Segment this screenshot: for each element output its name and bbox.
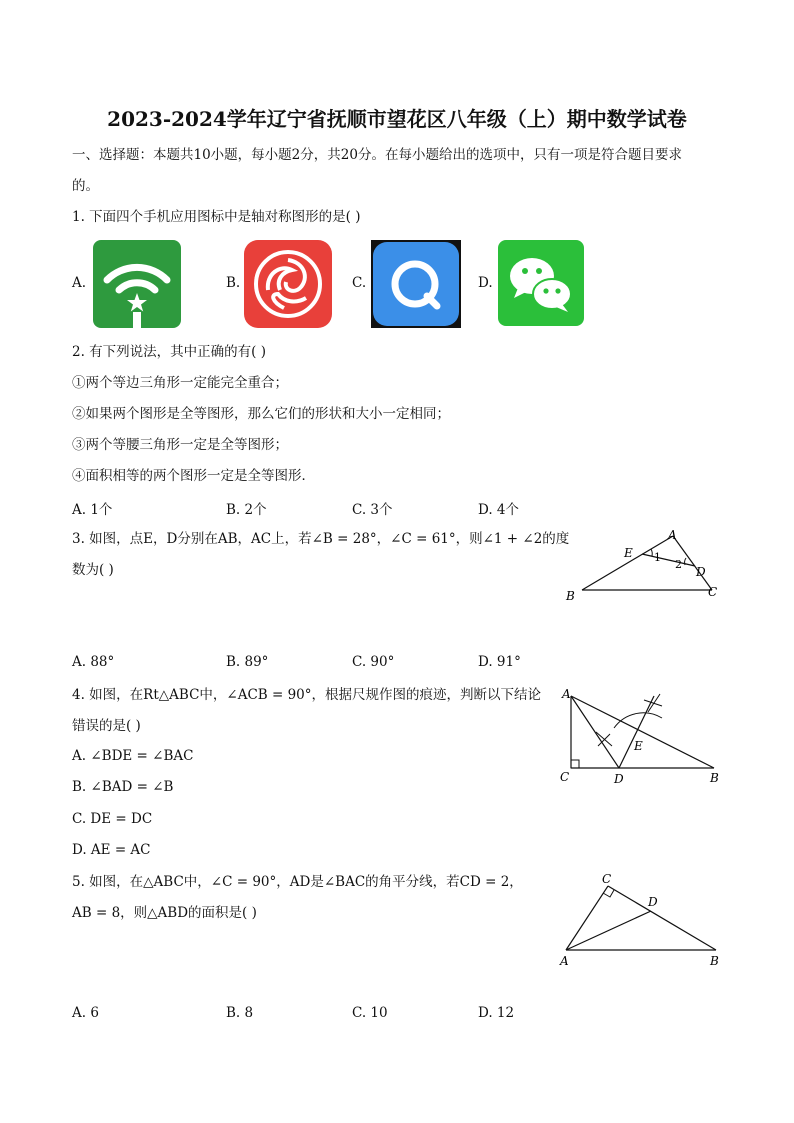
q4-label-D: D bbox=[614, 772, 624, 786]
q3-label-E: E bbox=[624, 546, 633, 560]
q5-label-C: C bbox=[602, 872, 612, 886]
q2-statement-1: ①两个等边三角形一定能完全重合； bbox=[72, 375, 288, 391]
q3-triangle-figure bbox=[560, 528, 730, 606]
q3-angle-2: 2 bbox=[675, 558, 682, 571]
wechat-icon bbox=[498, 240, 584, 326]
q5-triangle-figure bbox=[556, 870, 726, 970]
q2-option-a: A. 1个 bbox=[72, 502, 113, 518]
q5-option-c: C. 10 bbox=[352, 1005, 388, 1021]
q3-angle-1: 1 bbox=[654, 551, 661, 564]
q3-label-A: A bbox=[668, 528, 677, 542]
q4-stem-line2: 错误的是( ) bbox=[72, 718, 141, 734]
phoenix-icon bbox=[244, 240, 332, 328]
search-q-icon bbox=[371, 240, 461, 328]
q2-statement-3: ③两个等腰三角形一定是全等图形； bbox=[72, 437, 288, 453]
q5-stem-line2: AB = 8，则△ABD的面积是( ) bbox=[72, 905, 257, 921]
q5-label-A: A bbox=[560, 954, 569, 968]
q4-label-E: E bbox=[634, 739, 643, 753]
q4-option-b: B. ∠BAD = ∠B bbox=[72, 779, 174, 795]
q2-statement-2: ②如果两个图形是全等图形，那么它们的形状和大小一定相同； bbox=[72, 406, 450, 422]
q4-option-d: D. AE = AC bbox=[72, 842, 151, 858]
q3-stem-line2: 数为( ) bbox=[72, 562, 114, 578]
q2-stem: 2. 有下列说法，其中正确的有( ) bbox=[72, 344, 266, 360]
section-heading-line2: 的。 bbox=[72, 178, 99, 194]
q3-option-a: A. 88° bbox=[72, 654, 115, 670]
q3-label-B: B bbox=[566, 589, 575, 603]
page-title: 2023-2024学年辽宁省抚顺市望花区八年级（上）期中数学试卷 bbox=[107, 107, 687, 131]
q1-stem: 1. 下面四个手机应用图标中是轴对称图形的是( ) bbox=[72, 209, 361, 225]
q4-construction-figure bbox=[556, 684, 726, 790]
q5-stem-line1: 5. 如图，在△ABC中，∠C = 90°，AD是∠BAC的角平分线，若CD = 2， bbox=[72, 874, 523, 890]
q1-option-c-label: C. bbox=[352, 275, 367, 291]
q4-label-B: B bbox=[710, 771, 719, 785]
q1-option-b-label: B. bbox=[226, 275, 241, 291]
q3-option-d: D. 91° bbox=[478, 654, 521, 670]
q1-option-a-label: A. bbox=[72, 275, 87, 291]
q5-label-B: B bbox=[710, 954, 719, 968]
q4-option-c: C. DE = DC bbox=[72, 811, 153, 827]
q4-label-A: A bbox=[562, 687, 571, 701]
wifi-star-icon bbox=[93, 240, 181, 328]
q2-statement-4: ④面积相等的两个图形一定是全等图形． bbox=[72, 468, 315, 484]
q1-option-d-label: D. bbox=[478, 275, 493, 291]
q4-stem-line1: 4. 如图，在Rt△ABC中，∠ACB = 90°，根据尺规作图的痕迹，判断以下结论 bbox=[72, 687, 542, 703]
q2-option-d: D. 4个 bbox=[478, 502, 520, 518]
q3-option-b: B. 89° bbox=[226, 654, 269, 670]
section-heading-line1: 一、选择题：本题共10小题，每小题2分，共20分。在每小题给出的选项中，只有一项是符合题目要求 bbox=[72, 147, 682, 163]
q3-option-c: C. 90° bbox=[352, 654, 395, 670]
q5-label-D: D bbox=[648, 895, 658, 909]
q4-option-a: A. ∠BDE = ∠BAC bbox=[72, 748, 194, 764]
q5-option-b: B. 8 bbox=[226, 1005, 254, 1021]
q4-label-C: C bbox=[560, 770, 570, 784]
q3-label-D: D bbox=[696, 565, 706, 579]
q2-option-c: C. 3个 bbox=[352, 502, 393, 518]
q2-option-b: B. 2个 bbox=[226, 502, 267, 518]
q5-option-d: D. 12 bbox=[478, 1005, 515, 1021]
q3-label-C: C bbox=[708, 585, 718, 599]
q3-stem-line1: 3. 如图，点E，D分别在AB，AC上，若∠B = 28°，∠C = 61°，则∠1 + ∠2的度 bbox=[72, 531, 570, 547]
q5-option-a: A. 6 bbox=[72, 1005, 99, 1021]
